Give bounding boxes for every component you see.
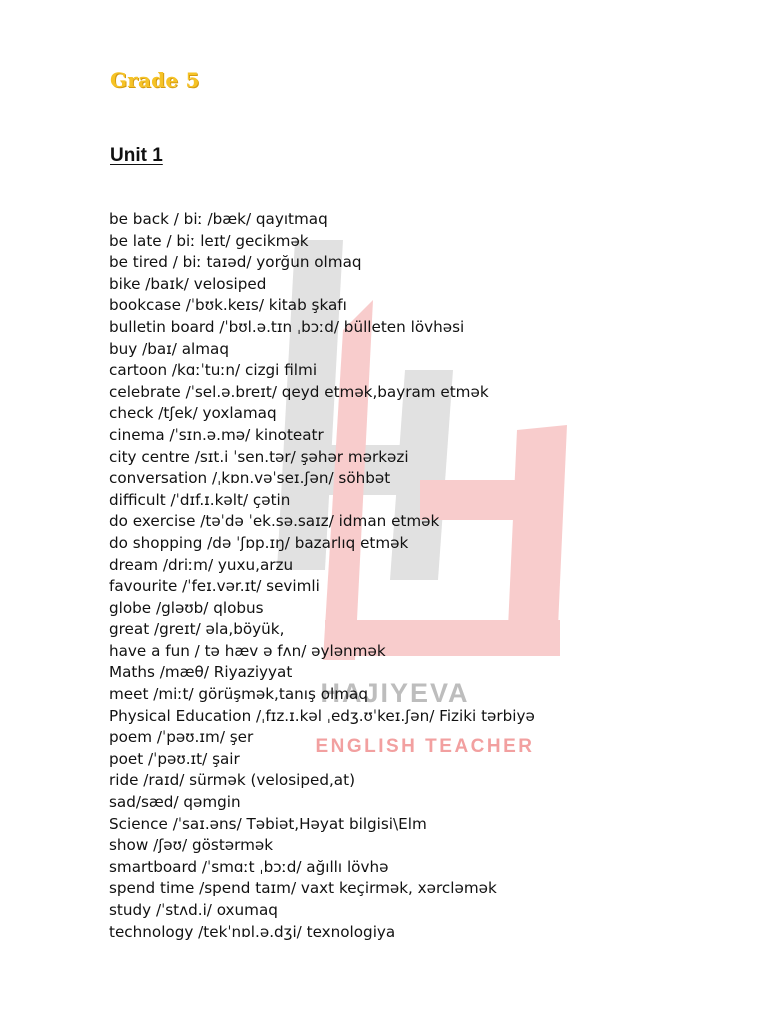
vocab-entry: Maths /mæθ/ Riyaziyyat <box>109 663 293 682</box>
vocab-entry: bike /baɪk/ velosiped <box>109 274 267 293</box>
vocab-entry: celebrate /ˈsel.ə.breɪt/ qeyd etmək,bayram etmək <box>109 382 489 401</box>
vocab-entry: Physical Education /ˌfɪz.ɪ.kəl ˌedʒ.ʊˈkeɪ.ʃən/ Fiziki tərbiyə <box>109 706 535 725</box>
vocab-entry: be late / biː leɪt/ gecikmək <box>109 231 309 250</box>
watermark-role: ENGLISH TEACHER <box>315 736 535 757</box>
vocab-entry: city centre /sɪt.i ˈsen.tər/ şəhər mərkəzi <box>109 447 409 466</box>
vocab-entry: cinema /ˈsɪn.ə.mə/ kinoteatr <box>109 425 324 444</box>
vocab-entry: do shopping /də ˈʃɒp.ɪŋ/ bazarlıq etmək <box>109 533 409 552</box>
vocab-entry: difficult /ˈdɪf.ɪ.kəlt/ çətin <box>109 490 291 509</box>
vocab-entry: sad/sæd/ qəmgin <box>109 793 241 812</box>
vocab-entry: poet /ˈpəʊ.ɪt/ şair <box>109 749 240 768</box>
vocab-entry: do exercise /təˈdə ˈek.sə.saɪz/ idman etmək <box>109 512 440 531</box>
vocab-entry: bookcase /ˈbʊk.keɪs/ kitab şkafı <box>109 296 347 315</box>
vocab-entry: be back / biː /bæk/ qayıtmaq <box>109 210 328 228</box>
vocab-entry: Science /ˈsaɪ.əns/ Təbiət,Həyat bilgisi\Elm <box>109 814 427 833</box>
vocab-entry: meet /miːt/ görüşmək,tanış olmaq <box>109 685 368 704</box>
vocab-entry: conversation /ˌkɒn.vəˈseɪ.ʃən/ söhbət <box>109 469 391 488</box>
grade-title: Grade 5 <box>110 68 200 92</box>
vocab-entry: smartboard /ˈsmɑːt ˌbɔːd/ ağıllı lövhə <box>109 857 389 876</box>
vocab-entry: dream /driːm/ yuxu,arzu <box>109 555 294 574</box>
vocabulary-list <box>109 209 535 943</box>
vocab-entry: cartoon /kɑːˈtuːn/ cizgi filmi <box>109 361 318 380</box>
vocab-entry: globe /gləʊb/ qlobus <box>109 598 264 617</box>
vocab-entry: bulletin board /ˈbʊl.ə.tɪn ˌbɔːd/ bülleten lövhəsi <box>109 317 465 336</box>
watermark-name: HAJIYEVA <box>320 678 470 708</box>
vocab-entry: technology /tekˈnɒl.ə.dʒi/ texnologiya <box>109 922 396 941</box>
vocab-entry: check /tʃek/ yoxlamaq <box>109 404 277 423</box>
vocab-entry: spend time /spend taɪm/ vaxt keçirmək, xərcləmək <box>109 879 497 898</box>
vocab-entry: show /ʃəʊ/ göstərmək <box>109 836 274 855</box>
vocab-entry: great /greɪt/ əla,böyük, <box>109 620 285 639</box>
vocab-entry: study /ˈstʌd.i/ oxumaq <box>109 901 278 919</box>
vocab-entry: be tired / biː taɪəd/ yorğun olmaq <box>109 253 362 272</box>
unit-title: Unit 1 <box>110 145 163 166</box>
vocab-entry: ride /raɪd/ sürmək (velosiped,at) <box>109 771 355 790</box>
vocab-entry: favourite /ˈfeɪ.vər.ɪt/ sevimli <box>109 577 320 596</box>
vocab-entry: buy /baɪ/ almaq <box>109 339 230 358</box>
vocab-entry: poem /ˈpəʊ.ɪm/ şer <box>109 728 254 747</box>
vocab-entry: have a fun / tə hæv ə fʌn/ əylənmək <box>109 641 386 660</box>
